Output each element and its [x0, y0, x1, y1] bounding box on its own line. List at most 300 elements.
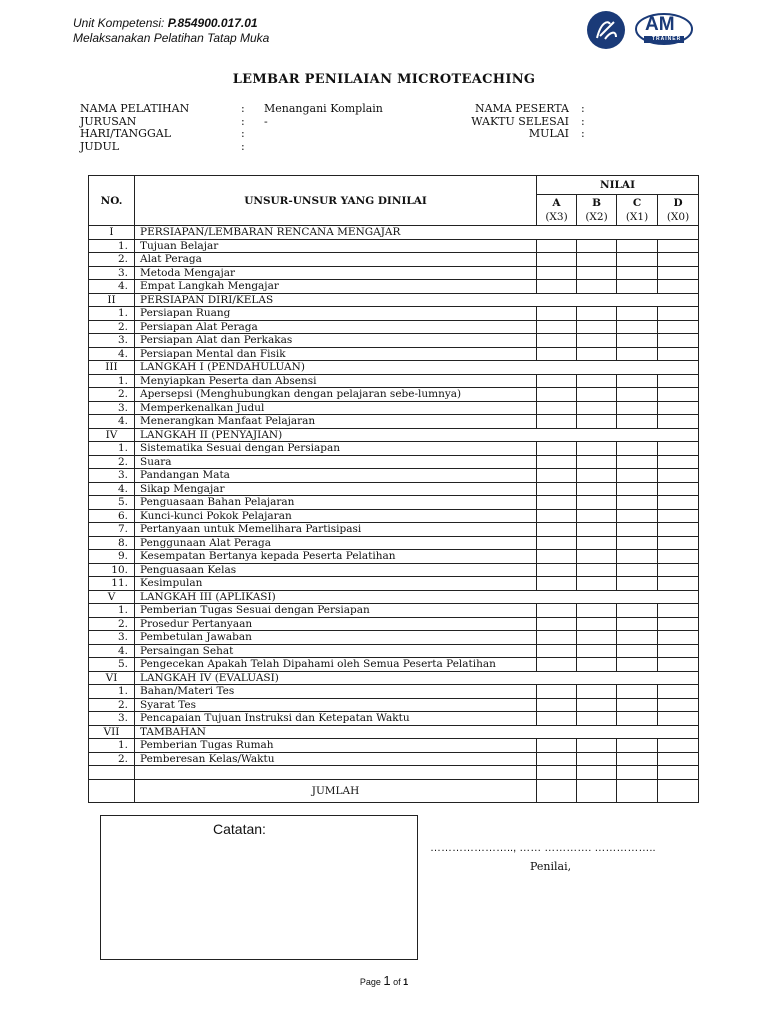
score-cell[interactable] [577, 401, 617, 415]
signature-place-date: ………………….., …… …………. …………….. [430, 842, 656, 854]
score-cell[interactable] [617, 455, 658, 469]
meta-left-labels [80, 103, 189, 153]
section-title: PERSIAPAN DIRI/KELAS [135, 293, 699, 307]
logo-text: AM [645, 14, 675, 35]
score-cell[interactable] [577, 307, 617, 321]
item-label: Memperkenalkan Judul [135, 401, 537, 415]
item-number: 5. [89, 658, 135, 672]
score-cell[interactable] [617, 388, 658, 402]
score-cell[interactable] [617, 307, 658, 321]
score-cell[interactable] [577, 631, 617, 645]
score-cell[interactable] [577, 347, 617, 361]
item-number: 5. [89, 496, 135, 510]
score-cell[interactable] [577, 563, 617, 577]
score-cell[interactable] [658, 536, 699, 550]
item-number: 4. [89, 482, 135, 496]
criteria-row [89, 577, 699, 591]
label-hari-tanggal: HARI/TANGGAL [80, 127, 171, 140]
score-cell[interactable] [577, 752, 617, 766]
score-cell[interactable] [617, 631, 658, 645]
item-number: 2. [89, 388, 135, 402]
score-cell[interactable] [617, 482, 658, 496]
item-label: Sikap Mengajar [135, 482, 537, 496]
header-grade [658, 195, 699, 226]
grade-multiplier: (X3) [545, 211, 568, 223]
meta-left-colons [241, 103, 245, 153]
score-cell[interactable] [577, 658, 617, 672]
criteria-row [89, 415, 699, 429]
section-number: IV [89, 428, 135, 442]
score-cell[interactable] [537, 658, 577, 672]
score-cell[interactable] [617, 280, 658, 294]
score-cell[interactable] [537, 766, 577, 780]
label-waktu-selesai: WAKTU SELESAI [471, 114, 569, 128]
score-cell[interactable] [658, 698, 699, 712]
grade-multiplier: (X2) [585, 211, 608, 223]
criteria-row [89, 320, 699, 334]
criteria-row [89, 266, 699, 280]
unit-subtitle: Melaksanakan Pelatihan Tatap Muka [73, 31, 270, 45]
score-cell[interactable] [537, 509, 577, 523]
score-cell[interactable] [658, 320, 699, 334]
item-number: 2. [89, 617, 135, 631]
header-unsur: UNSUR-UNSUR YANG DINILAI [135, 176, 537, 226]
criteria-row [89, 523, 699, 537]
score-cell[interactable] [617, 617, 658, 631]
value-jurusan: - [264, 114, 268, 128]
footer-page-number: 1 [383, 973, 391, 988]
section-title: PERSIAPAN/LEMBARAN RENCANA MENGAJAR [135, 226, 699, 240]
score-cell[interactable] [617, 253, 658, 267]
score-cell[interactable] [537, 698, 577, 712]
colon: : [581, 127, 585, 140]
item-label: Empat Langkah Mengajar [135, 280, 537, 294]
item-number: 4. [89, 280, 135, 294]
criteria-row [89, 469, 699, 483]
criteria-row [89, 658, 699, 672]
item-number: 2. [89, 455, 135, 469]
item-label: Persiapan Ruang [135, 307, 537, 321]
item-label: Pengecekan Apakah Telah Dipahami oleh Semua Peserta Pelatihan [135, 658, 537, 672]
score-cell[interactable] [617, 374, 658, 388]
assessment-table [88, 175, 699, 803]
item-number: 7. [89, 523, 135, 537]
score-cell[interactable] [577, 266, 617, 280]
score-cell[interactable] [658, 415, 699, 429]
score-cell[interactable] [577, 280, 617, 294]
score-cell[interactable] [537, 320, 577, 334]
score-cell[interactable] [617, 698, 658, 712]
item-number: 3. [89, 469, 135, 483]
score-cell[interactable] [658, 644, 699, 658]
section-number: II [89, 293, 135, 307]
score-cell[interactable] [577, 469, 617, 483]
score-cell[interactable] [658, 469, 699, 483]
score-cell[interactable] [537, 685, 577, 699]
catatan-label: Catatan: [213, 821, 266, 837]
score-cell[interactable] [537, 550, 577, 564]
score-cell[interactable] [537, 712, 577, 726]
score-cell[interactable] [658, 752, 699, 766]
score-cell[interactable] [537, 388, 577, 402]
item-number: 1. [89, 239, 135, 253]
score-cell[interactable] [658, 496, 699, 510]
score-cell[interactable] [617, 739, 658, 753]
item-number: 1. [89, 307, 135, 321]
section-row [89, 226, 699, 240]
score-cell[interactable] [577, 523, 617, 537]
criteria-row [89, 239, 699, 253]
value-judul [264, 141, 383, 154]
page-title: LEMBAR PENILAIAN MICROTEACHING [232, 72, 536, 87]
score-cell[interactable] [658, 307, 699, 321]
item-number: 4. [89, 644, 135, 658]
catatan-box [100, 815, 418, 960]
item-number: 2. [89, 698, 135, 712]
item-number: 6. [89, 509, 135, 523]
score-cell[interactable] [658, 334, 699, 348]
section-title: LANGKAH III (APLIKASI) [135, 590, 699, 604]
item-label: Menerangkan Manfaat Pelajaran [135, 415, 537, 429]
criteria-row [89, 685, 699, 699]
score-cell[interactable] [577, 617, 617, 631]
label-nama-peserta: NAMA PESERTA [474, 102, 569, 115]
colon: : [241, 114, 245, 128]
footer-page-total: 1 [403, 977, 409, 987]
criteria-row [89, 496, 699, 510]
score-cell[interactable] [658, 712, 699, 726]
item-label: Kesimpulan [135, 577, 537, 591]
score-cell[interactable] [537, 455, 577, 469]
colon: : [581, 114, 585, 128]
item-number: 3. [89, 712, 135, 726]
score-cell[interactable] [537, 496, 577, 510]
score-cell[interactable] [617, 347, 658, 361]
criteria-row [89, 482, 699, 496]
label-nama-pelatihan: NAMA PELATIHAN [80, 102, 190, 115]
score-cell[interactable] [617, 239, 658, 253]
item-number: 3. [89, 631, 135, 645]
score-cell[interactable] [658, 617, 699, 631]
score-cell[interactable] [658, 455, 699, 469]
grade-letter: A [552, 197, 561, 209]
section-number: III [89, 361, 135, 375]
item-label: Persaingan Sehat [135, 644, 537, 658]
score-cell[interactable] [577, 604, 617, 618]
item-label: Apersepsi (Menghubungkan dengan pelajaran sebe-lumnya) [135, 388, 537, 402]
criteria-row [89, 617, 699, 631]
footer-of-word: of [393, 977, 401, 987]
label-judul: JUDUL [80, 139, 120, 153]
item-number: 1. [89, 374, 135, 388]
score-cell[interactable] [617, 334, 658, 348]
item-number: 10. [89, 563, 135, 577]
score-cell[interactable] [537, 644, 577, 658]
score-cell[interactable] [617, 442, 658, 456]
score-cell[interactable] [658, 374, 699, 388]
score-cell[interactable] [658, 563, 699, 577]
score-cell[interactable] [577, 779, 617, 802]
criteria-row [89, 374, 699, 388]
score-cell[interactable] [537, 752, 577, 766]
header-grade [617, 195, 658, 226]
score-cell[interactable] [658, 523, 699, 537]
item-label: Kunci-kunci Pokok Pelajaran [135, 509, 537, 523]
section-number: VI [89, 671, 135, 685]
score-cell[interactable] [537, 415, 577, 429]
score-cell[interactable] [577, 388, 617, 402]
colon: : [241, 102, 245, 115]
score-cell[interactable] [658, 739, 699, 753]
item-label: Persiapan Alat Peraga [135, 320, 537, 334]
score-cell[interactable] [577, 442, 617, 456]
item-label: Menyiapkan Peserta dan Absensi [135, 374, 537, 388]
score-cell[interactable] [617, 779, 658, 802]
score-cell[interactable] [658, 388, 699, 402]
section-row [89, 590, 699, 604]
logo-subtext: TRAINER [652, 36, 682, 42]
score-cell[interactable] [537, 401, 577, 415]
item-label: Penguasaan Bahan Pelajaran [135, 496, 537, 510]
colon: : [241, 127, 245, 140]
score-cell[interactable] [577, 766, 617, 780]
item-label: Pertanyaan untuk Memelihara Partisipasi [135, 523, 537, 537]
score-cell[interactable] [617, 766, 658, 780]
item-label: Tujuan Belajar [135, 239, 537, 253]
score-cell[interactable] [617, 509, 658, 523]
header-no: NO. [89, 176, 135, 226]
unit-code: P.854900.017.01 [167, 16, 258, 30]
score-cell[interactable] [577, 415, 617, 429]
score-cell[interactable] [617, 550, 658, 564]
score-cell[interactable] [537, 442, 577, 456]
score-cell[interactable] [537, 563, 577, 577]
section-row [89, 361, 699, 375]
section-title: LANGKAH IV (EVALUASI) [135, 671, 699, 685]
score-cell[interactable] [617, 644, 658, 658]
score-cell[interactable] [658, 509, 699, 523]
unit-prefix: Unit Kompetensi: [73, 16, 168, 30]
header-grade [537, 195, 577, 226]
score-cell[interactable] [577, 712, 617, 726]
criteria-row [89, 401, 699, 415]
assessment-body [89, 226, 699, 803]
item-label: Persiapan Mental dan Fisik [135, 347, 537, 361]
score-cell[interactable] [577, 496, 617, 510]
total-row [89, 779, 699, 802]
item-number: 3. [89, 334, 135, 348]
score-cell[interactable] [577, 536, 617, 550]
score-cell[interactable] [617, 496, 658, 510]
criteria-row [89, 334, 699, 348]
score-cell[interactable] [577, 455, 617, 469]
score-cell[interactable] [577, 550, 617, 564]
score-cell[interactable] [537, 307, 577, 321]
item-number: 2. [89, 320, 135, 334]
item-label: Pandangan Mata [135, 469, 537, 483]
value-hari-tanggal [264, 128, 383, 141]
section-number: I [89, 226, 135, 240]
colon: : [581, 102, 585, 115]
colon: : [241, 139, 245, 153]
score-cell[interactable] [537, 604, 577, 618]
score-cell[interactable] [617, 401, 658, 415]
meta-left-values [264, 103, 383, 153]
score-cell[interactable] [537, 779, 577, 802]
score-cell[interactable] [537, 239, 577, 253]
item-number: 1. [89, 442, 135, 456]
score-cell[interactable] [577, 577, 617, 591]
am-trainer-logo [634, 12, 694, 46]
label-mulai: MULAI [528, 127, 569, 140]
score-cell[interactable] [537, 347, 577, 361]
section-row [89, 671, 699, 685]
score-cell[interactable] [658, 266, 699, 280]
score-cell[interactable] [658, 550, 699, 564]
score-cell[interactable] [577, 509, 617, 523]
score-cell[interactable] [658, 482, 699, 496]
item-number: 8. [89, 536, 135, 550]
score-cell[interactable] [577, 685, 617, 699]
criteria-row [89, 550, 699, 564]
score-cell[interactable] [617, 320, 658, 334]
item-number: 1. [89, 739, 135, 753]
penilai-label: Penilai, [530, 860, 572, 873]
score-cell[interactable] [617, 658, 658, 672]
header-grade [577, 195, 617, 226]
item-label: Syarat Tes [135, 698, 537, 712]
criteria-row [89, 604, 699, 618]
score-cell[interactable] [617, 752, 658, 766]
item-number: 2. [89, 253, 135, 267]
blank-row [89, 766, 699, 780]
score-cell[interactable] [617, 577, 658, 591]
score-cell[interactable] [617, 469, 658, 483]
value-nama-pelatihan: Menangani Komplain [264, 102, 383, 115]
item-label: Suara [135, 455, 537, 469]
criteria-row [89, 698, 699, 712]
score-cell[interactable] [658, 442, 699, 456]
criteria-row [89, 509, 699, 523]
score-cell[interactable] [658, 604, 699, 618]
criteria-row [89, 644, 699, 658]
item-number: 3. [89, 266, 135, 280]
document-header [73, 16, 269, 46]
score-cell[interactable] [537, 266, 577, 280]
section-number: VII [89, 725, 135, 739]
score-cell[interactable] [537, 469, 577, 483]
score-cell[interactable] [537, 280, 577, 294]
criteria-row [89, 347, 699, 361]
score-cell[interactable] [617, 523, 658, 537]
score-cell[interactable] [537, 536, 577, 550]
score-cell[interactable] [577, 644, 617, 658]
item-label: Pembetulan Jawaban [135, 631, 537, 645]
score-cell[interactable] [537, 482, 577, 496]
score-cell[interactable] [617, 712, 658, 726]
score-cell[interactable] [537, 523, 577, 537]
score-cell[interactable] [537, 577, 577, 591]
score-cell[interactable] [658, 685, 699, 699]
score-cell[interactable] [577, 482, 617, 496]
item-number: 2. [89, 752, 135, 766]
score-cell[interactable] [617, 415, 658, 429]
score-cell[interactable] [617, 604, 658, 618]
score-cell[interactable] [617, 536, 658, 550]
page-footer [0, 973, 768, 988]
score-cell[interactable] [658, 577, 699, 591]
item-label: Sistematika Sesuai dengan Persiapan [135, 442, 537, 456]
score-cell[interactable] [577, 320, 617, 334]
item-label: Pemberian Tugas Sesuai dengan Persiapan [135, 604, 537, 618]
score-cell[interactable] [537, 739, 577, 753]
label-jurusan: JURUSAN [80, 114, 137, 128]
score-cell[interactable] [658, 658, 699, 672]
score-cell[interactable] [537, 334, 577, 348]
item-number: 3. [89, 401, 135, 415]
footer-page-word: Page [359, 977, 381, 987]
item-number: 4. [89, 347, 135, 361]
score-cell[interactable] [658, 253, 699, 267]
score-cell[interactable] [537, 617, 577, 631]
score-cell[interactable] [577, 739, 617, 753]
blank-cell [89, 779, 135, 802]
score-cell[interactable] [577, 374, 617, 388]
criteria-row [89, 536, 699, 550]
item-number: 4. [89, 415, 135, 429]
header-nilai: NILAI [537, 176, 699, 195]
criteria-row [89, 752, 699, 766]
score-cell[interactable] [617, 685, 658, 699]
score-cell[interactable] [537, 631, 577, 645]
score-cell[interactable] [658, 766, 699, 780]
score-cell[interactable] [658, 631, 699, 645]
score-cell[interactable] [577, 239, 617, 253]
item-label: Penggunaan Alat Peraga [135, 536, 537, 550]
criteria-row [89, 455, 699, 469]
score-cell[interactable] [577, 698, 617, 712]
score-cell[interactable] [658, 779, 699, 802]
criteria-row [89, 631, 699, 645]
criteria-row [89, 442, 699, 456]
grade-multiplier: (X1) [625, 211, 649, 223]
score-cell[interactable] [577, 334, 617, 348]
item-label: Alat Peraga [135, 253, 537, 267]
item-label: Persiapan Alat dan Perkakas [135, 334, 537, 348]
score-cell[interactable] [658, 239, 699, 253]
blank-cell [89, 766, 135, 780]
item-label: Penguasaan Kelas [135, 563, 537, 577]
score-cell[interactable] [617, 266, 658, 280]
section-row [89, 293, 699, 307]
total-label: JUMLAH [135, 779, 537, 802]
item-label: Pemberian Tugas Rumah [135, 739, 537, 753]
score-cell[interactable] [537, 374, 577, 388]
score-cell[interactable] [658, 401, 699, 415]
section-title: TAMBAHAN [135, 725, 699, 739]
item-label: Prosedur Pertanyaan [135, 617, 537, 631]
grade-letter: B [592, 197, 601, 209]
score-cell[interactable] [537, 253, 577, 267]
score-cell[interactable] [577, 253, 617, 267]
score-cell[interactable] [658, 280, 699, 294]
score-cell[interactable] [658, 347, 699, 361]
criteria-row [89, 739, 699, 753]
score-cell[interactable] [617, 563, 658, 577]
grade-letter: C [632, 197, 642, 209]
grade-letter: D [673, 197, 683, 209]
meta-right-colons [581, 103, 585, 141]
